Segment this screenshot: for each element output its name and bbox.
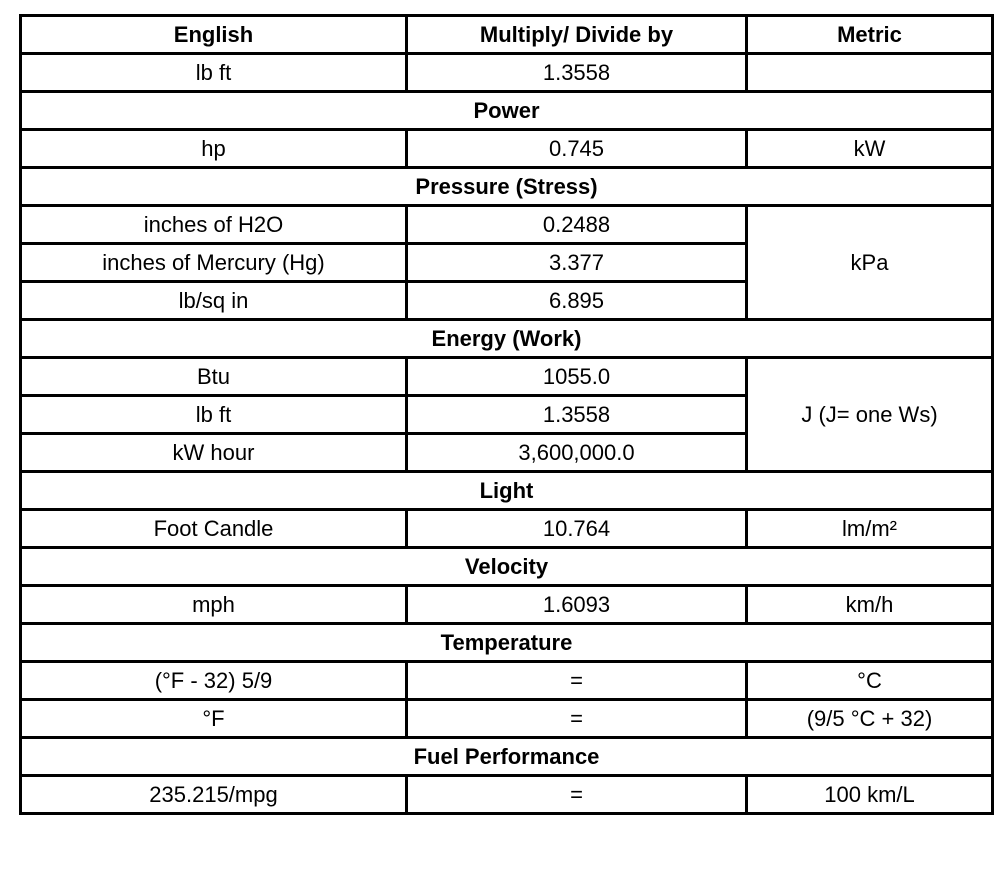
section-row-fuel xyxy=(21,738,993,776)
section-row-light xyxy=(21,472,993,510)
metric-cell: 100 km/L xyxy=(747,776,993,814)
table-row xyxy=(21,206,993,244)
english-cell: lb ft xyxy=(21,54,407,92)
table-row xyxy=(21,700,993,738)
factor-cell: = xyxy=(407,700,747,738)
factor-cell: 1055.0 xyxy=(407,358,747,396)
metric-cell: °C xyxy=(747,662,993,700)
english-cell: inches of H2O xyxy=(21,206,407,244)
metric-cell: kW xyxy=(747,130,993,168)
section-row-temperature xyxy=(21,624,993,662)
factor-cell: 1.3558 xyxy=(407,396,747,434)
table-row xyxy=(21,54,993,92)
english-cell: kW hour xyxy=(21,434,407,472)
metric-cell-energy: J (J= one Ws) xyxy=(747,358,993,472)
header-factor: Multiply/ Divide by xyxy=(407,16,747,54)
section-row-pressure xyxy=(21,168,993,206)
english-cell: lb/sq in xyxy=(21,282,407,320)
section-title-light: Light xyxy=(21,472,993,510)
factor-cell: 3,600,000.0 xyxy=(407,434,747,472)
factor-cell: = xyxy=(407,662,747,700)
english-cell: Btu xyxy=(21,358,407,396)
metric-cell: lm/m² xyxy=(747,510,993,548)
section-title-velocity: Velocity xyxy=(21,548,993,586)
metric-cell: km/h xyxy=(747,586,993,624)
table-row xyxy=(21,586,993,624)
section-title-temperature: Temperature xyxy=(21,624,993,662)
section-row-energy xyxy=(21,320,993,358)
section-title-fuel: Fuel Performance xyxy=(21,738,993,776)
header-row xyxy=(21,16,993,54)
english-cell: mph xyxy=(21,586,407,624)
table-row xyxy=(21,662,993,700)
metric-cell: (9/5 °C + 32) xyxy=(747,700,993,738)
factor-cell: 3.377 xyxy=(407,244,747,282)
english-cell: 235.215/mpg xyxy=(21,776,407,814)
section-row-velocity xyxy=(21,548,993,586)
factor-cell: 0.2488 xyxy=(407,206,747,244)
section-row-power xyxy=(21,92,993,130)
english-cell: °F xyxy=(21,700,407,738)
section-title-pressure: Pressure (Stress) xyxy=(21,168,993,206)
header-english: English xyxy=(21,16,407,54)
factor-cell: 6.895 xyxy=(407,282,747,320)
english-cell: hp xyxy=(21,130,407,168)
factor-cell: 1.6093 xyxy=(407,586,747,624)
factor-cell: = xyxy=(407,776,747,814)
table-row xyxy=(21,130,993,168)
factor-cell: 10.764 xyxy=(407,510,747,548)
factor-cell: 0.745 xyxy=(407,130,747,168)
header-metric: Metric xyxy=(747,16,993,54)
table-row xyxy=(21,776,993,814)
english-cell: (°F - 32) 5/9 xyxy=(21,662,407,700)
table-row xyxy=(21,510,993,548)
table-row xyxy=(21,358,993,396)
section-title-power: Power xyxy=(21,92,993,130)
metric-cell-pressure: kPa xyxy=(747,206,993,320)
metric-cell xyxy=(747,54,993,92)
conversion-table xyxy=(19,14,994,815)
factor-cell: 1.3558 xyxy=(407,54,747,92)
section-title-energy: Energy (Work) xyxy=(21,320,993,358)
english-cell: lb ft xyxy=(21,396,407,434)
english-cell: Foot Candle xyxy=(21,510,407,548)
english-cell: inches of Mercury (Hg) xyxy=(21,244,407,282)
